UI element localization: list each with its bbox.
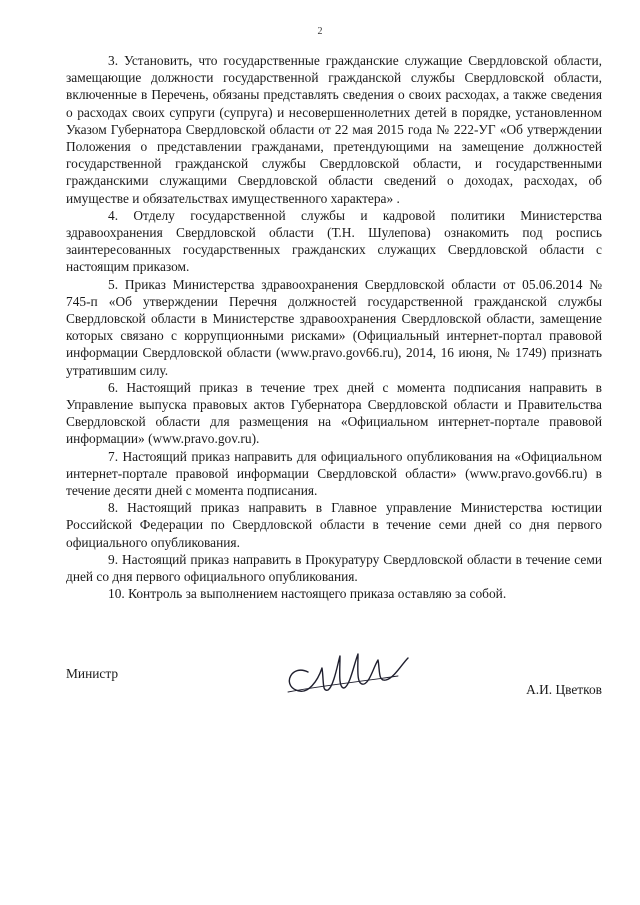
signature-block	[66, 656, 602, 706]
paragraph-9: 9. Настоящий приказ направить в Прокуратуру Свердловской области в течение семи дней со дня первого официального опубликования.	[66, 551, 602, 585]
signatory-title: Министр	[66, 666, 119, 681]
page-number: 2	[317, 26, 323, 37]
paragraph-10: 10. Контроль за выполнением настоящего приказа оставляю за собой.	[108, 586, 507, 602]
paragraph-3: 3. Установить, что государственные гражданские служащие Свердловской области, замещающие должности государственной гражданской службы Свердловской области, включенные в Перечень, обязаны представлять сведения о своих расходах, а также сведения о расходах своих супруги (супруга) и несовершеннолетних детей в порядке, установленном Указом Губернатора Свердловской области от 22 мая 2015 года № 222-УГ «Об утверждении Положения о представлении гражданами, претендующими на замещение должностей государственной гражданской службы Свердловской области, и государственными гражданскими служащими Свердловской области сведений о доходах, расходах, об имуществе и обязательствах имущественного характера» .	[66, 53, 602, 206]
signatory-name: А.И. Цветков	[526, 682, 602, 697]
document-body	[66, 52, 602, 603]
handwritten-signature	[278, 642, 418, 698]
paragraph-8: 8. Настоящий приказ направить в Главное управление Министерства юстиции Российской Федерации по Свердловской области в течение семи дней со дня первого официального опубликования.	[66, 500, 602, 550]
paragraph-6: 6. Настоящий приказ в течение трех дней с момента подписания направить в Управление выпуска правовых актов Губернатора Свердловской области и Правительства Свердловской области для размещения на «Официальном интернет-портале правовой информации» (www.pravo.gov.ru).	[66, 379, 602, 447]
paragraph-4: 4. Отделу государственной службы и кадровой политики Министерства здравоохранения Свердловской области (Т.Н. Шулепова) ознакомить под роспись заинтересованных государственных гражданских служащих Свердловской области с настоящим приказом.	[66, 207, 602, 275]
paragraph-5: 5. Приказ Министерства здравоохранения Свердловской области от 05.06.2014 № 745-п «Об утверждении Перечня должностей государственной гражданской службы Свердловской области в Министерстве здравоохранения Свердловской области, замещение которых связано с коррупционными рисками» (Официальный интернет-портал правовой информации Свердловской области (www.pravo.gov66.ru), 2014, 16 июня, № 1749) признать утратившим силу.	[66, 276, 602, 378]
paragraph-7: 7. Настоящий приказ направить для официального опубликования на «Официальном интернет-портале правовой информации Свердловской области» (www.pravo.gov66.ru) в течение десяти дней с момента подписания.	[66, 448, 602, 499]
